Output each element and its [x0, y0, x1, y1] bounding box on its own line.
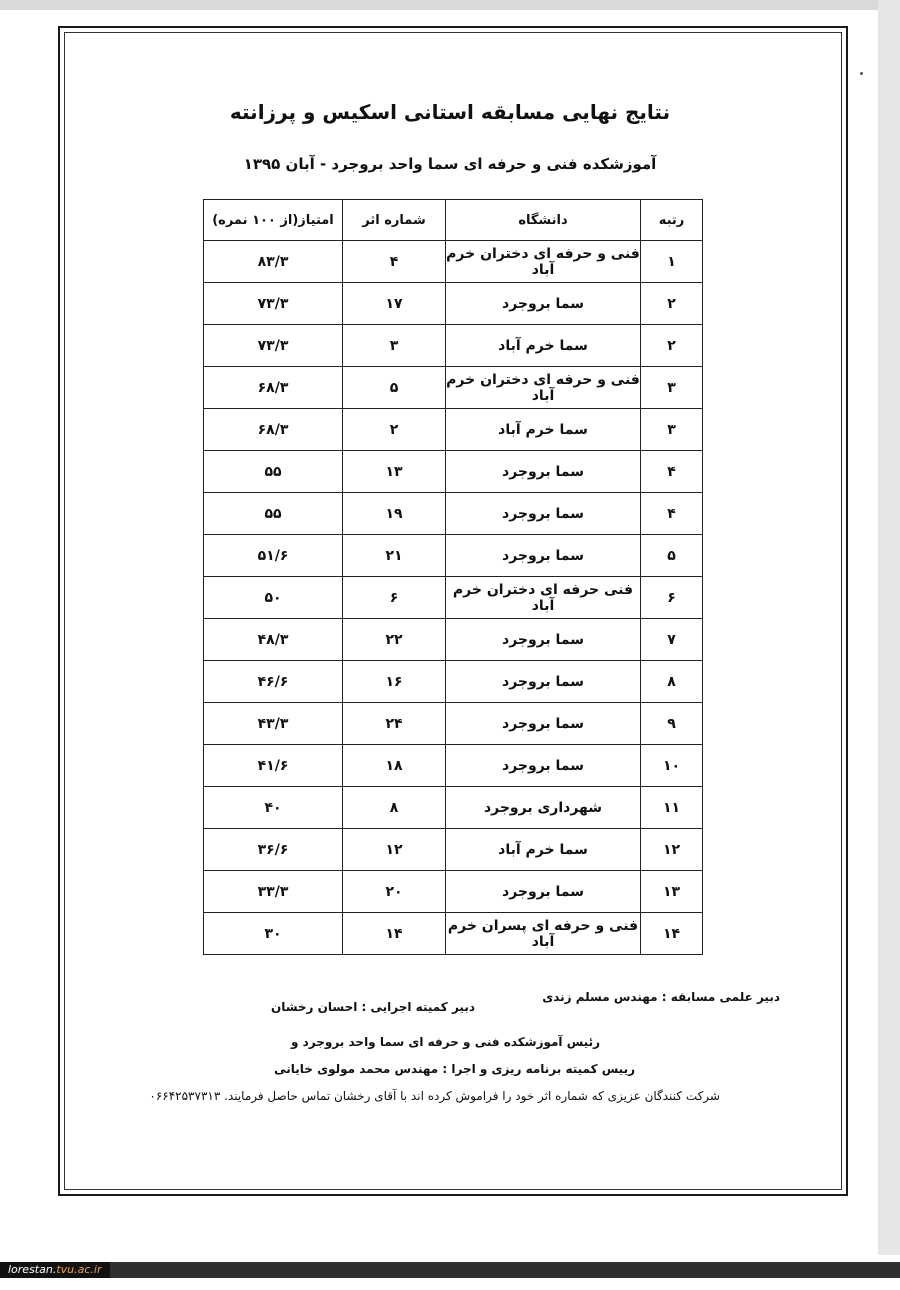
university-cell: سما بروجرد	[446, 451, 641, 493]
work-number-cell: ۲۲	[343, 619, 446, 661]
table-row	[204, 325, 703, 367]
table-row	[204, 451, 703, 493]
scan-top-band	[0, 0, 900, 10]
watermark-accent: tvu.ac.ir	[56, 1263, 102, 1276]
rank-cell: ۱	[641, 241, 703, 283]
work-number-cell: ۲۱	[343, 535, 446, 577]
work-number-cell: ۱۸	[343, 745, 446, 787]
table-row	[204, 535, 703, 577]
rank-cell: ۲	[641, 325, 703, 367]
university-cell: سما خرم آباد	[446, 409, 641, 451]
university-cell: فنی و حرفه ای دختران خرم آباد	[446, 367, 641, 409]
score-cell: ۴۸/۳	[204, 619, 343, 661]
university-cell: شهرداری بروجرد	[446, 787, 641, 829]
rank-cell: ۷	[641, 619, 703, 661]
score-cell: ۳۰	[204, 913, 343, 955]
rank-cell: ۴	[641, 493, 703, 535]
table-row	[204, 409, 703, 451]
work-number-cell: ۲۴	[343, 703, 446, 745]
rank-cell: ۱۴	[641, 913, 703, 955]
work-number-cell: ۱۶	[343, 661, 446, 703]
rank-cell: ۱۲	[641, 829, 703, 871]
rank-cell: ۲	[641, 283, 703, 325]
header-rank: رتبه	[641, 200, 703, 241]
contact-notice: شرکت کنندگان عزیزی که شماره اثر خود را فراموش کرده اند با آقای رخشان تماس حاصل فرمایند. ۰۶۶۴۲۵۳۷۳۱۳	[149, 1089, 720, 1103]
score-cell: ۸۳/۳	[204, 241, 343, 283]
scan-right-edge	[878, 0, 900, 1255]
work-number-cell: ۲	[343, 409, 446, 451]
table-row	[204, 283, 703, 325]
work-number-cell: ۴	[343, 241, 446, 283]
university-cell: سما بروجرد	[446, 619, 641, 661]
score-cell: ۴۰	[204, 787, 343, 829]
table-row	[204, 703, 703, 745]
results-table	[203, 199, 703, 955]
site-watermark	[0, 1262, 110, 1278]
rank-cell: ۳	[641, 367, 703, 409]
score-cell: ۵۵	[204, 493, 343, 535]
university-cell: سما بروجرد	[446, 493, 641, 535]
work-number-cell: ۲۰	[343, 871, 446, 913]
table-row	[204, 577, 703, 619]
work-number-cell: ۱۴	[343, 913, 446, 955]
table-row	[204, 241, 703, 283]
score-cell: ۵۰	[204, 577, 343, 619]
rank-cell: ۶	[641, 577, 703, 619]
university-cell: فنی و حرفه ای دختران خرم آباد	[446, 241, 641, 283]
table-row	[204, 913, 703, 955]
executive-secretary: دبیر کمیته اجرایی : احسان رخشان	[270, 1000, 475, 1014]
work-number-cell: ۶	[343, 577, 446, 619]
table-row	[204, 367, 703, 409]
scientific-secretary: دبیر علمی مسابقه : مهندس مسلم زندی	[542, 990, 780, 1004]
rank-cell: ۴	[641, 451, 703, 493]
rank-cell: ۳	[641, 409, 703, 451]
score-cell: ۴۳/۳	[204, 703, 343, 745]
planning-committee-line: رییس کمیته برنامه ریزی و اجرا : مهندس محمد مولوی خایانی	[274, 1062, 635, 1076]
work-number-cell: ۱۷	[343, 283, 446, 325]
table-row	[204, 745, 703, 787]
university-cell: سما بروجرد	[446, 745, 641, 787]
school-head-line: رئیس آموزشکده فنی و حرفه ای سما واحد بروجرد و	[290, 1035, 600, 1049]
score-cell: ۳۶/۶	[204, 829, 343, 871]
document-title: نتایج نهایی مسابقه استانی اسکیس و پرزانته	[229, 100, 671, 124]
score-cell: ۴۶/۶	[204, 661, 343, 703]
score-cell: ۴۱/۶	[204, 745, 343, 787]
rank-cell: ۱۱	[641, 787, 703, 829]
work-number-cell: ۸	[343, 787, 446, 829]
rank-cell: ۸	[641, 661, 703, 703]
university-cell: سما بروجرد	[446, 703, 641, 745]
header-university: دانشگاه	[446, 200, 641, 241]
document-subtitle: آموزشکده فنی و حرفه ای سما واحد بروجرد - آبان ۱۳۹۵	[243, 155, 657, 173]
score-cell: ۷۳/۳	[204, 283, 343, 325]
score-cell: ۵۵	[204, 451, 343, 493]
university-cell: سما خرم آباد	[446, 829, 641, 871]
score-cell: ۶۸/۳	[204, 409, 343, 451]
university-cell: فنی و حرفه ای پسران خرم آباد	[446, 913, 641, 955]
work-number-cell: ۱۹	[343, 493, 446, 535]
university-cell: سما بروجرد	[446, 661, 641, 703]
work-number-cell: ۱۳	[343, 451, 446, 493]
university-cell: سما خرم آباد	[446, 325, 641, 367]
score-cell: ۶۸/۳	[204, 367, 343, 409]
university-cell: سما بروجرد	[446, 871, 641, 913]
table-row	[204, 829, 703, 871]
scan-speck	[860, 72, 863, 75]
rank-cell: ۵	[641, 535, 703, 577]
table-row	[204, 619, 703, 661]
table-header-row	[204, 200, 703, 241]
score-cell: ۷۳/۳	[204, 325, 343, 367]
work-number-cell: ۵	[343, 367, 446, 409]
bottom-strip	[0, 1262, 900, 1278]
header-score: امتیاز(از ۱۰۰ نمره)	[204, 200, 343, 241]
score-cell: ۳۳/۳	[204, 871, 343, 913]
table-row	[204, 871, 703, 913]
rank-cell: ۱۳	[641, 871, 703, 913]
rank-cell: ۹	[641, 703, 703, 745]
work-number-cell: ۳	[343, 325, 446, 367]
header-work-number: شماره اثر	[343, 200, 446, 241]
table-row	[204, 493, 703, 535]
score-cell: ۵۱/۶	[204, 535, 343, 577]
rank-cell: ۱۰	[641, 745, 703, 787]
university-cell: سما بروجرد	[446, 283, 641, 325]
table-row	[204, 787, 703, 829]
work-number-cell: ۱۲	[343, 829, 446, 871]
table-row	[204, 661, 703, 703]
university-cell: فنی حرفه ای دختران خرم آباد	[446, 577, 641, 619]
watermark-prefix: lorestan.	[8, 1263, 57, 1276]
university-cell: سما بروجرد	[446, 535, 641, 577]
